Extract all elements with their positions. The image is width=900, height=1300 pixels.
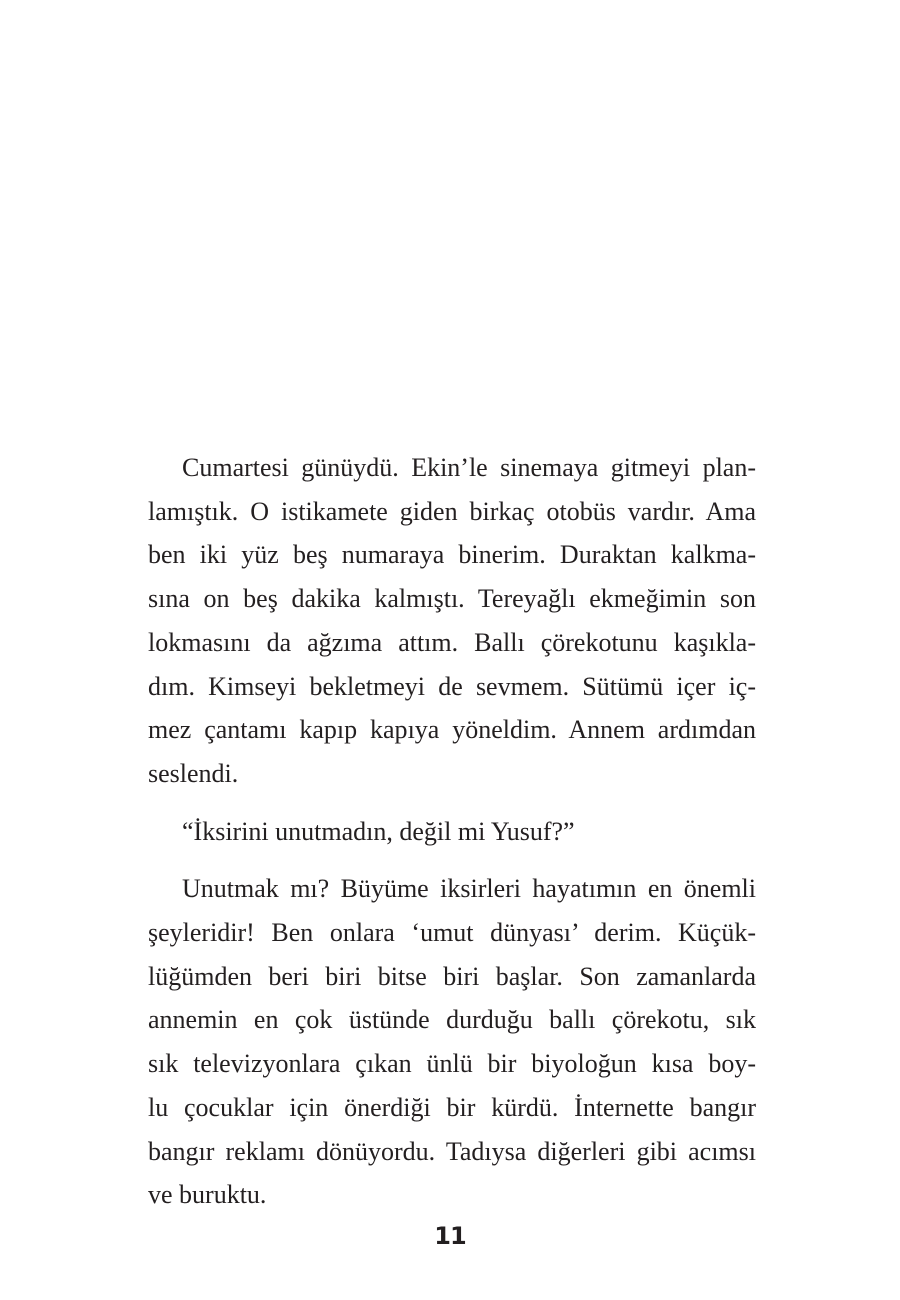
text-line: lu çocuklar için önerdiği bir kürdü. İnternette bangır <box>148 1092 756 1122</box>
text-line: sına on beş dakika kalmıştı. Tereyağlı ekmeğimin son <box>148 584 756 614</box>
text-line: mez çantamı kapıp kapıya yöneldim. Annem ardımdan <box>148 715 756 745</box>
text-line: ben iki yüz beş numaraya binerim. Duraktan kalkma- <box>148 540 756 570</box>
page-number: 11 <box>434 1222 466 1250</box>
paragraph-1 <box>148 446 756 796</box>
paragraph-2 <box>148 810 756 854</box>
text-line: şeyleridir! Ben onlara ‘umut dünyası’ derim. Küçük- <box>148 918 756 948</box>
text-line: seslendi. <box>148 758 239 788</box>
text-line: lokmasını da ağzıma attım. Ballı çörekotunu kaşıkla- <box>148 627 756 657</box>
paragraph-3 <box>148 867 756 1217</box>
body-text <box>148 446 756 1217</box>
text-line: lüğümden beri biri bitse biri başlar. Son zamanlarda <box>148 961 756 991</box>
text-line: Cumartesi günüydü. Ekin’le sinemaya gitmeyi plan- <box>182 453 756 482</box>
text-line: bangır reklamı dönüyordu. Tadıysa diğerleri gibi acımsı <box>148 1136 756 1166</box>
text-line: dım. Kimseyi bekletmeyi de sevmem. Sütümü içer iç- <box>148 671 756 701</box>
text-line: sık televizyonlara çıkan ünlü bir biyoloğun kısa boy- <box>148 1049 756 1079</box>
text-line: “İksirini unutmadın, değil mi Yusuf?” <box>182 816 575 846</box>
text-line: lamıştık. O istikamete giden birkaç otobüs vardır. Ama <box>148 496 756 526</box>
text-line: ve buruktu. <box>148 1180 267 1210</box>
text-line: annemin en çok üstünde durduğu ballı çörekotu, sık <box>148 1005 756 1035</box>
text-line: Unutmak mı? Büyüme iksirleri hayatımın en önemli <box>182 874 756 904</box>
